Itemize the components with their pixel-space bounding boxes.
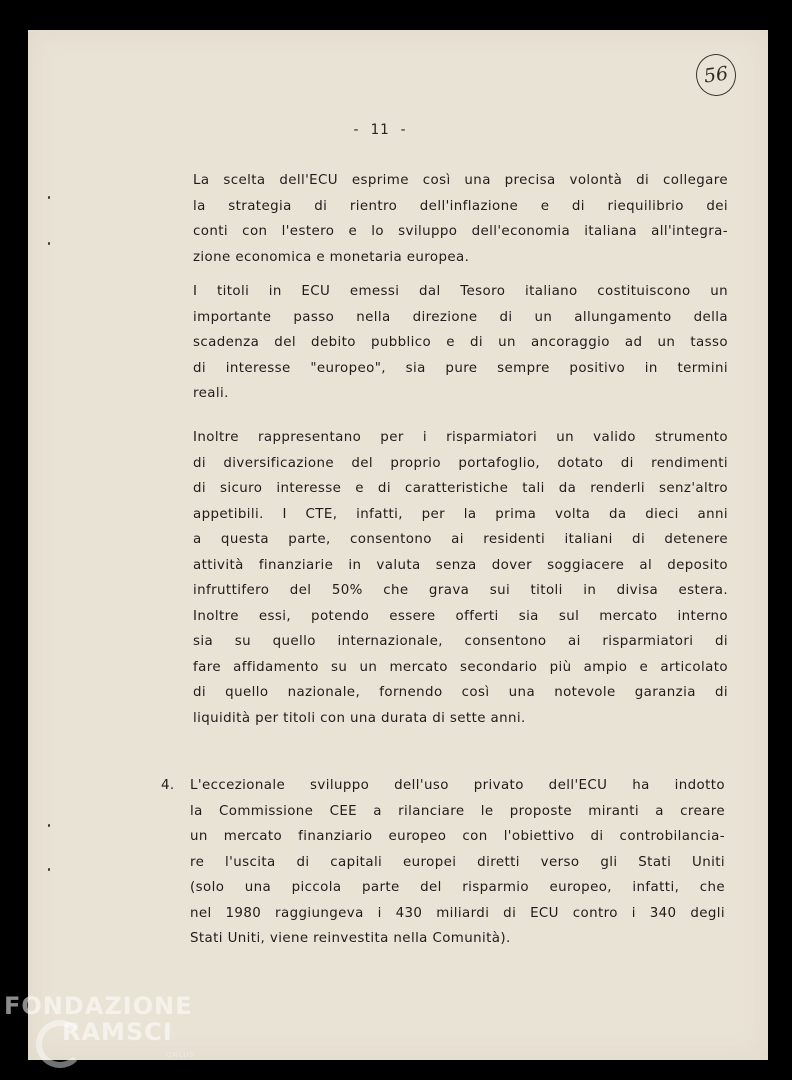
text-line: Inoltre essi, potendo essere offerti sia sul mercato interno <box>193 608 728 624</box>
text-line: di interesse "europeo", sia pure sempre positivo in termini <box>193 360 728 376</box>
text-line: conti con l'estero e lo sviluppo dell'economia italiana all'integra- <box>193 224 728 239</box>
text-line: (solo una piccola parte del risparmio europeo, infatti, che <box>190 880 725 895</box>
text-line: la Commissione CEE a rilanciare le proposte miranti a creare <box>190 803 725 819</box>
paper-sheet <box>28 30 768 1060</box>
text-line: fare affidamento su un mercato secondario più ampio e articolato <box>193 659 728 675</box>
archive-watermark-logo <box>4 992 195 1059</box>
paragraph <box>193 425 728 731</box>
section-number: 4. <box>161 778 175 793</box>
text-line: scadenza del debito pubblico e di un ancoraggio ad un tasso <box>193 335 728 350</box>
text-line: I titoli in ECU emessi dal Tesoro italiano costituiscono un <box>193 284 728 299</box>
text-line: sia su quello internazionale, consentono ai risparmiatori di <box>193 634 728 649</box>
text-line: appetibili. I CTE, infatti, per la prima volta da dieci anni <box>193 506 728 522</box>
text-line: liquidità per titoli con una durata di sette anni. <box>193 710 526 726</box>
text-line: di diversificazione del proprio portafoglio, dotato di rendimenti <box>193 455 728 471</box>
paragraph <box>190 773 725 952</box>
watermark-line1: FONDAZIONE <box>4 992 193 1020</box>
text-line: zione economica e monetaria europea. <box>193 249 470 265</box>
text-line: L'eccezionale sviluppo dell'uso privato dell'ECU ha indotto <box>190 778 725 793</box>
text-line: Inoltre rappresentano per i risparmiatori un valido strumento <box>193 430 728 445</box>
page-number: - 11 - <box>351 122 409 138</box>
text-line: un mercato finanziario europeo con l'obiettivo di controbilancia- <box>190 829 725 844</box>
text-line: attività finanziarie in valuta senza dover soggiacere al deposito <box>193 557 728 573</box>
text-line: nel 1980 raggiungeva i 430 miliardi di ECU contro i 340 degli <box>190 905 725 921</box>
watermark-line2: RAMSCI <box>62 1018 173 1046</box>
text-line: la strategia di rientro dell'inflazione e di riequilibrio dei <box>193 198 728 214</box>
text-line: di sicuro interesse e di caratteristiche tali da renderli senz'altro <box>193 481 728 496</box>
paragraph <box>193 168 728 270</box>
text-line: di quello nazionale, fornendo così una notevole garanzia di <box>193 685 728 700</box>
text-line: importante passo nella direzione di un allungamento della <box>193 309 728 325</box>
watermark-g-icon <box>36 1020 84 1068</box>
text-line: a questa parte, consentono ai residenti italiani di detenere <box>193 532 728 547</box>
watermark-sub: ONLUS <box>166 1051 195 1059</box>
document-body <box>28 30 768 1060</box>
text-line: infruttifero del 50% che grava sui titoli in divisa estera. <box>193 583 728 598</box>
paragraph <box>193 279 728 407</box>
text-line: La scelta dell'ECU esprime così una precisa volontà di collegare <box>193 173 728 188</box>
text-line: Stati Uniti, viene reinvestita nella Comunità). <box>190 931 511 946</box>
archive-number: 56 <box>702 62 730 88</box>
text-line: re l'uscita di capitali europei diretti verso gli Stati Uniti <box>190 854 725 870</box>
text-line: reali. <box>193 386 229 401</box>
